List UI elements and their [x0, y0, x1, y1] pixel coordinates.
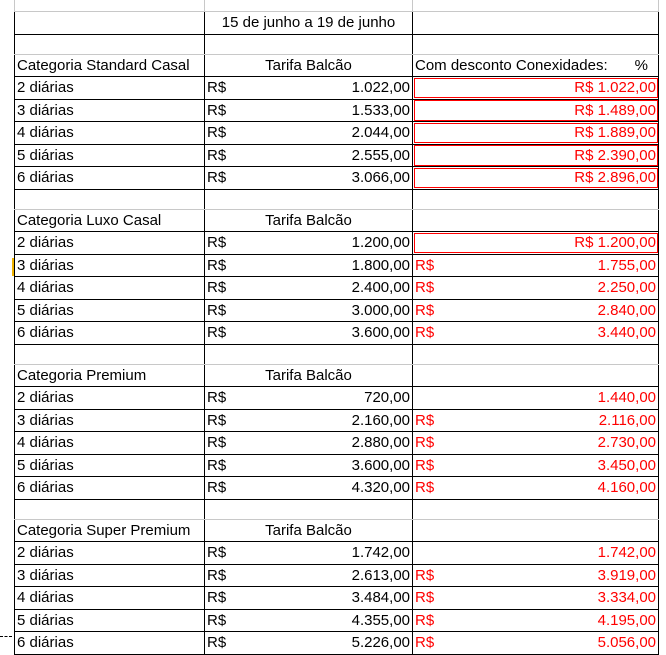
- stay-length[interactable]: 6 diárias: [15, 167, 205, 190]
- table-row: [15, 387, 659, 410]
- category-header-row: [15, 54, 659, 77]
- tarifa-value: [207, 77, 410, 98]
- tarifa-value: [207, 122, 410, 143]
- tarifa-cell[interactable]: [205, 387, 413, 410]
- discount-header-cell[interactable]: [413, 209, 659, 232]
- currency-symbol: R$: [207, 256, 227, 274]
- table-row: [15, 409, 659, 432]
- discount-cell[interactable]: [413, 99, 659, 122]
- discount-value: [415, 300, 656, 321]
- discount-currency: R$: [415, 256, 435, 274]
- discount-cell[interactable]: [413, 122, 659, 145]
- table-row: [15, 254, 659, 277]
- table-row: [15, 632, 659, 655]
- discount-amount: 2.116,00: [598, 411, 656, 429]
- stay-length[interactable]: 4 diárias: [15, 587, 205, 610]
- spacer-row: [15, 189, 659, 209]
- tarifa-cell[interactable]: [205, 232, 413, 255]
- discount-cell[interactable]: [413, 232, 659, 255]
- tarifa-amount: 1.022,00: [351, 79, 410, 97]
- table-row: [15, 542, 659, 565]
- stay-length[interactable]: 5 diárias: [15, 609, 205, 632]
- currency-symbol: R$: [207, 101, 227, 119]
- discount-currency: R$: [415, 566, 435, 584]
- stay-length[interactable]: 4 diárias: [15, 122, 205, 145]
- table-row: [15, 122, 659, 145]
- stay-length[interactable]: 5 diárias: [15, 299, 205, 322]
- tarifa-amount: 3.066,00: [351, 169, 410, 187]
- tarifa-value: [207, 232, 410, 253]
- tarifa-amount: 1.200,00: [351, 234, 410, 252]
- tarifa-cell[interactable]: [205, 432, 413, 455]
- category-name[interactable]: Categoria Super Premium: [15, 519, 205, 542]
- stay-length[interactable]: 4 diárias: [15, 277, 205, 300]
- currency-symbol: R$: [207, 389, 227, 407]
- discount-cell[interactable]: [413, 77, 659, 100]
- discount-amount: R$ 1.489,00: [574, 101, 656, 119]
- cell[interactable]: [413, 0, 659, 12]
- discount-amount: 3.334,00: [597, 589, 656, 607]
- tarifa-cell[interactable]: [205, 564, 413, 587]
- discount-amount: 1.742,00: [597, 544, 656, 562]
- spacer-row: [15, 499, 659, 519]
- discount-currency: R$: [415, 434, 435, 452]
- currency-symbol: R$: [207, 234, 227, 252]
- tarifa-amount: 2.160,00: [351, 411, 410, 429]
- currency-symbol: R$: [207, 566, 227, 584]
- tarifa-value: [207, 410, 410, 431]
- discount-amount: R$ 2.390,00: [574, 146, 656, 164]
- tarifa-cell[interactable]: [205, 454, 413, 477]
- category-name[interactable]: Categoria Standard Casal: [15, 54, 205, 77]
- tarifa-value: [207, 145, 410, 166]
- date-range-cell[interactable]: 15 de junho a 19 de junho: [205, 12, 413, 35]
- table-row: [15, 299, 659, 322]
- stay-length[interactable]: 6 diárias: [15, 322, 205, 345]
- discount-value: [415, 122, 656, 143]
- discount-label: Com desconto Conexidades:: [415, 56, 608, 74]
- tarifa-value: [207, 610, 410, 631]
- cell[interactable]: [413, 499, 659, 519]
- tarifa-value: [207, 565, 410, 586]
- cell[interactable]: [15, 499, 205, 519]
- discount-currency: R$: [415, 301, 435, 319]
- stay-length[interactable]: 2 diárias: [15, 232, 205, 255]
- table-row: [15, 277, 659, 300]
- tarifa-value: [207, 167, 410, 188]
- discount-header-cell[interactable]: [413, 364, 659, 387]
- discount-cell[interactable]: [413, 254, 659, 277]
- tarifa-amount: 2.400,00: [351, 279, 410, 297]
- cell[interactable]: [15, 12, 205, 35]
- tarifa-cell[interactable]: [205, 477, 413, 500]
- cell[interactable]: [205, 34, 413, 54]
- discount-cell[interactable]: [413, 609, 659, 632]
- stay-length[interactable]: 2 diárias: [15, 387, 205, 410]
- currency-symbol: R$: [207, 301, 227, 319]
- table-row: [15, 587, 659, 610]
- table-row: [15, 432, 659, 455]
- currency-symbol: R$: [207, 634, 227, 652]
- cell[interactable]: [413, 34, 659, 54]
- tarifa-value: [207, 542, 410, 563]
- currency-symbol: R$: [207, 146, 227, 164]
- discount-currency: R$: [415, 456, 435, 474]
- tarifa-value: [207, 277, 410, 298]
- tarifa-amount: 3.600,00: [351, 456, 410, 474]
- discount-amount: 2.730,00: [597, 434, 656, 452]
- tarifa-value: [207, 432, 410, 453]
- category-header-row: [15, 519, 659, 542]
- tarifa-amount: 2.044,00: [351, 124, 410, 142]
- discount-amount: 2.840,00: [597, 301, 656, 319]
- tarifa-cell[interactable]: [205, 587, 413, 610]
- tarifa-header[interactable]: Tarifa Balcão: [205, 209, 413, 232]
- cell[interactable]: [413, 189, 659, 209]
- tarifa-header[interactable]: Tarifa Balcão: [205, 364, 413, 387]
- stay-length[interactable]: 5 diárias: [15, 454, 205, 477]
- cell[interactable]: [15, 344, 205, 364]
- discount-value: [415, 255, 656, 276]
- discount-cell[interactable]: [413, 387, 659, 410]
- tarifa-value: [207, 477, 410, 498]
- discount-amount: 1.755,00: [597, 256, 656, 274]
- cell[interactable]: [205, 499, 413, 519]
- discount-currency: R$: [415, 479, 435, 497]
- discount-header: [415, 55, 656, 76]
- discount-cell[interactable]: [413, 409, 659, 432]
- tarifa-value: [207, 300, 410, 321]
- discount-amount: 3.450,00: [597, 456, 656, 474]
- table-row: [15, 144, 659, 167]
- tarifa-amount: 3.600,00: [351, 324, 410, 342]
- currency-symbol: R$: [207, 279, 227, 297]
- tarifa-cell[interactable]: [205, 77, 413, 100]
- discount-currency: R$: [415, 324, 435, 342]
- table-row: [15, 609, 659, 632]
- tarifa-cell[interactable]: [205, 409, 413, 432]
- currency-symbol: R$: [207, 79, 227, 97]
- discount-amount: 4.160,00: [597, 479, 656, 497]
- tarifa-amount: 4.355,00: [351, 611, 410, 629]
- cell[interactable]: [205, 0, 413, 12]
- discount-value: [415, 542, 656, 563]
- tarifa-amount: 4.320,00: [351, 479, 410, 497]
- stay-length[interactable]: 6 diárias: [15, 477, 205, 500]
- discount-cell[interactable]: [413, 477, 659, 500]
- discount-cell[interactable]: [413, 167, 659, 190]
- table-row: [15, 564, 659, 587]
- stay-length[interactable]: 3 diárias: [15, 409, 205, 432]
- tarifa-cell[interactable]: [205, 167, 413, 190]
- category-name[interactable]: Categoria Luxo Casal: [15, 209, 205, 232]
- spreadsheet[interactable]: [14, 0, 658, 655]
- table-row: [15, 477, 659, 500]
- discount-cell[interactable]: [413, 632, 659, 655]
- discount-amount: 5.056,00: [597, 634, 656, 652]
- currency-symbol: R$: [207, 479, 227, 497]
- discount-value: [415, 387, 656, 408]
- currency-symbol: R$: [207, 544, 227, 562]
- discount-value: [415, 410, 656, 431]
- discount-cell[interactable]: [413, 454, 659, 477]
- discount-value: [415, 632, 656, 653]
- stay-length[interactable]: 3 diárias: [15, 564, 205, 587]
- discount-cell[interactable]: [413, 587, 659, 610]
- currency-symbol: R$: [207, 589, 227, 607]
- discount-cell[interactable]: [413, 299, 659, 322]
- tarifa-cell[interactable]: [205, 277, 413, 300]
- discount-amount: 3.919,00: [597, 566, 656, 584]
- tarifa-amount: 2.880,00: [351, 434, 410, 452]
- cell[interactable]: [15, 34, 205, 54]
- tarifa-cell[interactable]: [205, 299, 413, 322]
- discount-cell[interactable]: [413, 564, 659, 587]
- cell[interactable]: [205, 189, 413, 209]
- discount-cell[interactable]: [413, 432, 659, 455]
- discount-value: [415, 455, 656, 476]
- stay-length[interactable]: 4 diárias: [15, 432, 205, 455]
- stay-length[interactable]: 3 diárias: [15, 99, 205, 122]
- tarifa-amount: 1.533,00: [351, 101, 410, 119]
- discount-currency: R$: [415, 611, 435, 629]
- discount-cell[interactable]: [413, 144, 659, 167]
- discount-currency: R$: [415, 411, 435, 429]
- cell[interactable]: [413, 344, 659, 364]
- currency-symbol: R$: [207, 124, 227, 142]
- tarifa-amount: 1.800,00: [351, 256, 410, 274]
- tarifa-header[interactable]: Tarifa Balcão: [205, 54, 413, 77]
- currency-symbol: R$: [207, 434, 227, 452]
- currency-symbol: R$: [207, 324, 227, 342]
- discount-amount: 2.250,00: [597, 279, 656, 297]
- discount-cell[interactable]: [413, 542, 659, 565]
- tarifa-value: [207, 387, 410, 408]
- spacer-row: [15, 344, 659, 364]
- discount-amount: 3.440,00: [597, 324, 656, 342]
- discount-value: [415, 610, 656, 631]
- stay-length[interactable]: 5 diárias: [15, 144, 205, 167]
- currency-symbol: R$: [207, 456, 227, 474]
- currency-symbol: R$: [207, 611, 227, 629]
- tarifa-amount: 2.555,00: [351, 146, 410, 164]
- tarifa-cell[interactable]: [205, 254, 413, 277]
- discount-header-cell[interactable]: [413, 54, 659, 77]
- cell[interactable]: [205, 344, 413, 364]
- top-partial-row: [15, 0, 659, 12]
- tarifa-value: [207, 100, 410, 121]
- cell[interactable]: [15, 0, 205, 12]
- tarifa-cell[interactable]: [205, 322, 413, 345]
- stay-length[interactable]: 2 diárias: [15, 542, 205, 565]
- cell[interactable]: [15, 189, 205, 209]
- currency-symbol: R$: [207, 169, 227, 187]
- price-table: [14, 0, 659, 655]
- discount-amount: R$ 1.889,00: [574, 124, 656, 142]
- cell[interactable]: [413, 12, 659, 35]
- discount-value: [415, 565, 656, 586]
- discount-value: [415, 277, 656, 298]
- tarifa-amount: 1.742,00: [351, 544, 410, 562]
- discount-amount: R$ 2.896,00: [574, 169, 656, 187]
- discount-unit: %: [634, 56, 648, 74]
- discount-header-cell[interactable]: [413, 519, 659, 542]
- tarifa-value: [207, 632, 410, 653]
- discount-value: [415, 145, 656, 166]
- discount-currency: R$: [415, 589, 435, 607]
- tarifa-amount: 2.613,00: [351, 566, 410, 584]
- table-row: [15, 454, 659, 477]
- discount-value: [415, 167, 656, 188]
- spacer-row: [15, 34, 659, 54]
- table-row: [15, 322, 659, 345]
- tarifa-amount: 3.484,00: [351, 589, 410, 607]
- category-name[interactable]: Categoria Premium: [15, 364, 205, 387]
- discount-value: [415, 232, 656, 253]
- table-row: [15, 99, 659, 122]
- stay-length[interactable]: 2 diárias: [15, 77, 205, 100]
- discount-amount: R$ 1.200,00: [574, 234, 656, 252]
- tarifa-value: [207, 322, 410, 343]
- tarifa-value: [207, 455, 410, 476]
- discount-amount: R$ 1.022,00: [574, 79, 656, 97]
- discount-value: [415, 77, 656, 98]
- discount-currency: R$: [415, 279, 435, 297]
- tarifa-cell[interactable]: [205, 122, 413, 145]
- table-row: [15, 232, 659, 255]
- discount-value: [415, 477, 656, 498]
- date-range-row: [15, 12, 659, 35]
- table-row: [15, 167, 659, 190]
- tarifa-cell[interactable]: [205, 99, 413, 122]
- tarifa-cell[interactable]: [205, 609, 413, 632]
- discount-value: [415, 587, 656, 608]
- tarifa-cell[interactable]: [205, 632, 413, 655]
- tarifa-amount: 3.000,00: [351, 301, 410, 319]
- discount-value: [415, 432, 656, 453]
- tarifa-value: [207, 255, 410, 276]
- category-header-row: [15, 209, 659, 232]
- page-break-mark: [0, 636, 12, 637]
- discount-amount: 1.440,00: [597, 389, 656, 407]
- tarifa-cell[interactable]: [205, 144, 413, 167]
- table-row: [15, 77, 659, 100]
- discount-value: [415, 322, 656, 343]
- currency-symbol: R$: [207, 411, 227, 429]
- discount-value: [415, 100, 656, 121]
- discount-currency: R$: [415, 634, 435, 652]
- discount-cell[interactable]: [413, 322, 659, 345]
- tarifa-value: [207, 587, 410, 608]
- discount-cell[interactable]: [413, 277, 659, 300]
- tarifa-cell[interactable]: [205, 542, 413, 565]
- stay-length[interactable]: 3 diárias: [15, 254, 205, 277]
- category-header-row: [15, 364, 659, 387]
- discount-amount: 4.195,00: [597, 611, 656, 629]
- tarifa-header[interactable]: Tarifa Balcão: [205, 519, 413, 542]
- stay-length[interactable]: 6 diárias: [15, 632, 205, 655]
- tarifa-amount: 5.226,00: [351, 634, 410, 652]
- tarifa-amount: 720,00: [364, 389, 410, 407]
